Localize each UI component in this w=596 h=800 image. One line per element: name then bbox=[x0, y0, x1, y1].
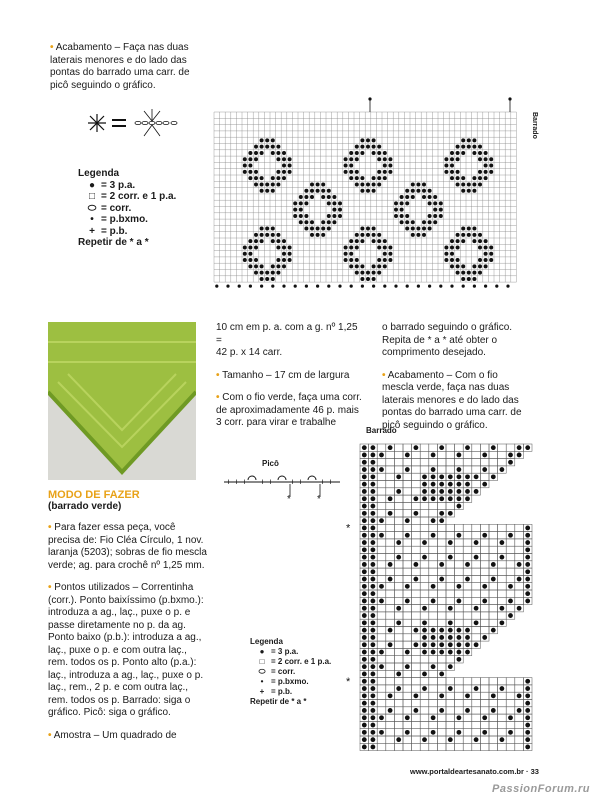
paragraph-text: o barrado seguindo o gráfico. Repita de * a * até obter o comprimento desejado. bbox=[382, 322, 513, 358]
paragraph-text: Para fazer essa peça, você precisa de: Fio Cléa Círculo, 1 nov. laranja (5203); sobras de fio mescla verde; ag. para crochê nº 1,25 mm. bbox=[48, 522, 207, 571]
svg-text:+: + bbox=[328, 477, 334, 487]
top-chart-label: Barrado bbox=[531, 112, 538, 139]
paragraph-tamanho: • Tamanho – 17 cm de largura bbox=[216, 369, 350, 381]
paragraph-text: Pontos utilizados – Correntinha (corr.). Ponto baixíssimo (p.bxmo.): introduza a ag., laç., puxe o p. e passe diretamente no p. da ag. Ponto baixo (p.b.): introduza a ag., laç., puxe o p. e com outra laç., rem. todos os p. Ponto alto (p.a.): laç., introduza a ag., laç., puxe o p. laç., rem., 2 p. e com outra laç., rem. todos os p. Barrado: siga o gráfico. Picô: siga o gráfico. bbox=[48, 582, 204, 718]
legend-label: = 2 corr. e 1 p.a. bbox=[101, 191, 177, 202]
legend-row bbox=[250, 657, 331, 667]
plus-icon: + bbox=[89, 225, 95, 237]
legend-row bbox=[78, 191, 176, 203]
svg-text:*: * bbox=[346, 522, 351, 535]
svg-text:+: + bbox=[298, 477, 304, 487]
svg-text:+: + bbox=[242, 477, 248, 487]
legend-label: = p.b. bbox=[271, 687, 293, 696]
bullet: • bbox=[50, 42, 54, 53]
filled-dot-icon: ● bbox=[259, 647, 265, 656]
paragraph-stitches: • Pontos utilizados – Correntinha (corr.). Ponto baixíssimo (p.bxmo.): introduza a ag., laç., puxe o p. e passe diretamente no p. da ag. Ponto baixo (p.b.): introduza a ag., laç., puxe o p. e com outra laç., rem. todos os p. Ponto alto (p.a.): laç., introduza a ag., laç., puxe o p. laç., rem., 2 p. e com outra laç., rem. todos os p. Barrado: siga o gráfico. Picô: siga o gráfico. bbox=[48, 582, 204, 718]
legend-title: Legenda bbox=[78, 168, 120, 179]
middle-column bbox=[216, 322, 366, 430]
bottom-crochet-chart bbox=[346, 438, 536, 754]
oval-chain-icon: ⬭ bbox=[258, 667, 266, 676]
legend-row bbox=[78, 180, 176, 192]
paragraph-materials: • Para fazer essa peça, você precisa de: Fio Cléa Círculo, 1 nov. laranja (5203); sobras de fio mescla verde; ag. para crochê nº 1,25 mm. bbox=[48, 522, 207, 571]
page-footer: www.portaldeartesanato.com.br · 33 bbox=[410, 767, 539, 776]
bottom-legend bbox=[250, 637, 331, 707]
section-heading: MODO DE FAZER bbox=[48, 489, 140, 501]
svg-text:*: * bbox=[317, 494, 321, 505]
open-square-icon: □ bbox=[259, 657, 265, 666]
legend-row bbox=[78, 203, 176, 215]
watermark: PassionForum.ru bbox=[492, 783, 590, 795]
legend-row bbox=[250, 677, 331, 687]
small-dot-icon: • bbox=[90, 214, 94, 225]
plus-icon: + bbox=[259, 687, 265, 696]
legend-label: = 3 p.a. bbox=[271, 647, 299, 656]
legend-repeat: Repetir de * a * bbox=[250, 697, 307, 706]
legend-label: = 3 p.a. bbox=[101, 179, 136, 191]
legend-row bbox=[250, 687, 331, 697]
sample-size-line: 10 cm em p. a. com a g. nº 1,25 = bbox=[216, 322, 358, 346]
legend-label: = corr. bbox=[271, 667, 296, 676]
legend-label: = 2 corr. e 1 p.a. bbox=[271, 657, 332, 666]
svg-text:*: * bbox=[287, 494, 291, 505]
bottom-chart-label: Barrado bbox=[366, 426, 397, 435]
sample-size-line: 42 p. x 14 carr. bbox=[216, 347, 283, 358]
paragraph-verde: • Com o fio verde, faça uma corr. de aproximadamente 46 p. mais 3 corr. para virar e trabalhe bbox=[216, 392, 362, 428]
crochet-photo bbox=[48, 322, 196, 480]
pico-label: Picô bbox=[262, 459, 279, 468]
paragraph-text: Amostra – Um quadrado de bbox=[53, 729, 177, 741]
top-acabamento-content: Acabamento – Faça nas duas laterais menores e do lado das pontas do barrado uma carr. de picô seguindo o gráfico. bbox=[50, 42, 190, 91]
legend-row bbox=[250, 647, 331, 657]
paragraph-text: Acabamento – Com o fio mescla verde, faça nas duas laterais menores e do lado das pontas do barrado uma carr. de picô seguindo o gráfico. bbox=[382, 369, 522, 431]
oval-chain-icon: ⬭ bbox=[87, 202, 97, 214]
left-column bbox=[48, 489, 208, 742]
legend-label: = p.b. bbox=[101, 225, 128, 237]
section-subheading: (barrado verde) bbox=[48, 501, 122, 512]
paragraph-text: Com o fio verde, faça uma corr. de aproximadamente 46 p. mais 3 corr. para virar e trabalhe bbox=[216, 392, 362, 428]
legend-row bbox=[78, 226, 176, 238]
open-square-icon: □ bbox=[88, 191, 96, 202]
svg-text:+: + bbox=[234, 477, 240, 487]
legend-row bbox=[250, 667, 331, 677]
svg-text:+: + bbox=[268, 477, 274, 487]
legend-repeat: Repetir de * a * bbox=[78, 237, 149, 248]
svg-text:+: + bbox=[260, 477, 266, 487]
legend-label: = corr. bbox=[101, 202, 132, 214]
top-crochet-chart bbox=[210, 96, 530, 306]
paragraph-sample: • Amostra – Um quadrado de bbox=[48, 729, 177, 741]
right-column bbox=[382, 322, 532, 432]
paragraph-text: Tamanho – 17 cm de largura bbox=[222, 369, 350, 381]
svg-text:+: + bbox=[290, 477, 296, 487]
legend-label: = p.bxmo. bbox=[271, 677, 309, 686]
legend-row bbox=[78, 214, 176, 226]
legend-label: = p.bxmo. bbox=[101, 214, 148, 225]
top-acabamento-text bbox=[50, 42, 210, 92]
pico-diagram-icon bbox=[220, 466, 350, 506]
small-dot-icon: • bbox=[260, 677, 264, 686]
top-legend bbox=[78, 168, 176, 249]
filled-dot-icon: ● bbox=[88, 179, 96, 191]
svg-text:+: + bbox=[320, 477, 326, 487]
legend-title: Legenda bbox=[250, 637, 283, 646]
picot-equation-icon bbox=[82, 103, 192, 143]
svg-text:*: * bbox=[346, 675, 351, 688]
paragraph-acabamento: • Acabamento – Com o fio mescla verde, faça nas duas laterais menores e do lado das pontas do barrado uma carr. de picô seguindo o gráfico. bbox=[382, 369, 522, 431]
svg-text:+: + bbox=[226, 477, 232, 487]
